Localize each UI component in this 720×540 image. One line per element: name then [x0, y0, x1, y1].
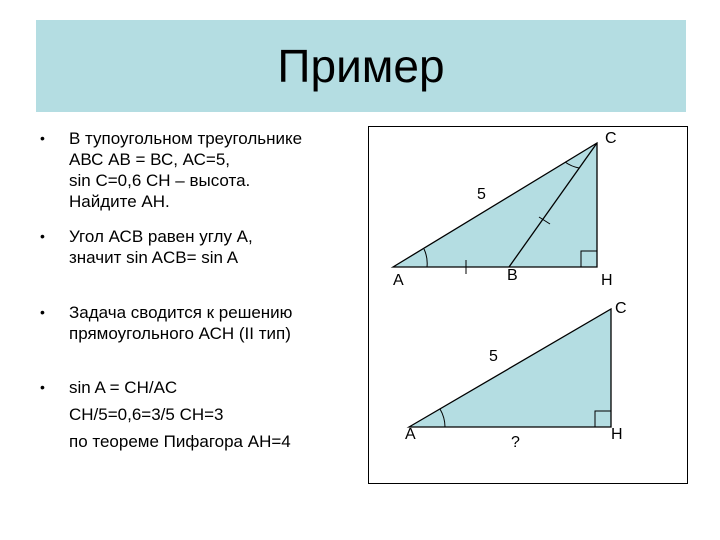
- bullet-dot: •: [40, 228, 45, 244]
- bullet-dot: •: [40, 130, 45, 146]
- bullet-line: Угол АСВ равен углу А,: [69, 227, 253, 246]
- slide-title: Пример: [277, 40, 445, 92]
- figure1-label-h: Н: [601, 272, 613, 289]
- bullet-line: В тупоугольном треугольнике: [69, 129, 303, 148]
- title-band: [36, 20, 686, 112]
- figure-svg: [369, 127, 689, 485]
- figure2-label-h: Н: [611, 426, 623, 443]
- figure2-label-unknown: ?: [511, 434, 520, 451]
- bullet-line: sin A = CH/AC: [69, 378, 178, 397]
- figure1-label-a: А: [393, 272, 404, 289]
- figure1-label-b: В: [507, 267, 518, 284]
- figure1-label-c: С: [605, 130, 617, 147]
- bullet-line: прямоугольного АСН (II тип): [69, 324, 291, 343]
- figure2-label-c: С: [615, 300, 627, 317]
- bullet-line: CH/5=0,6=3/5 CH=3: [69, 405, 224, 424]
- bullet-dot: •: [40, 304, 45, 320]
- figure-box: [368, 126, 688, 484]
- figure2-triangle-ach: [409, 309, 611, 427]
- figure2-label-a: А: [405, 426, 416, 443]
- bullet-line: sin C=0,6 СН – высота.: [69, 171, 251, 190]
- figure1-triangle-ach: [393, 143, 597, 267]
- bullet-line: по теореме Пифагора АН=4: [69, 432, 291, 451]
- figure2-label-side: 5: [489, 348, 498, 365]
- bullet-dot: •: [40, 379, 45, 395]
- bullet-line: значит sin ACB= sin A: [69, 248, 239, 267]
- bullet-line: АВС АВ = ВС, АС=5,: [69, 150, 231, 169]
- bullet-line: Задача сводится к решению: [69, 303, 293, 322]
- figure1-label-side: 5: [477, 186, 486, 203]
- bullet-line: Найдите АН.: [69, 192, 170, 211]
